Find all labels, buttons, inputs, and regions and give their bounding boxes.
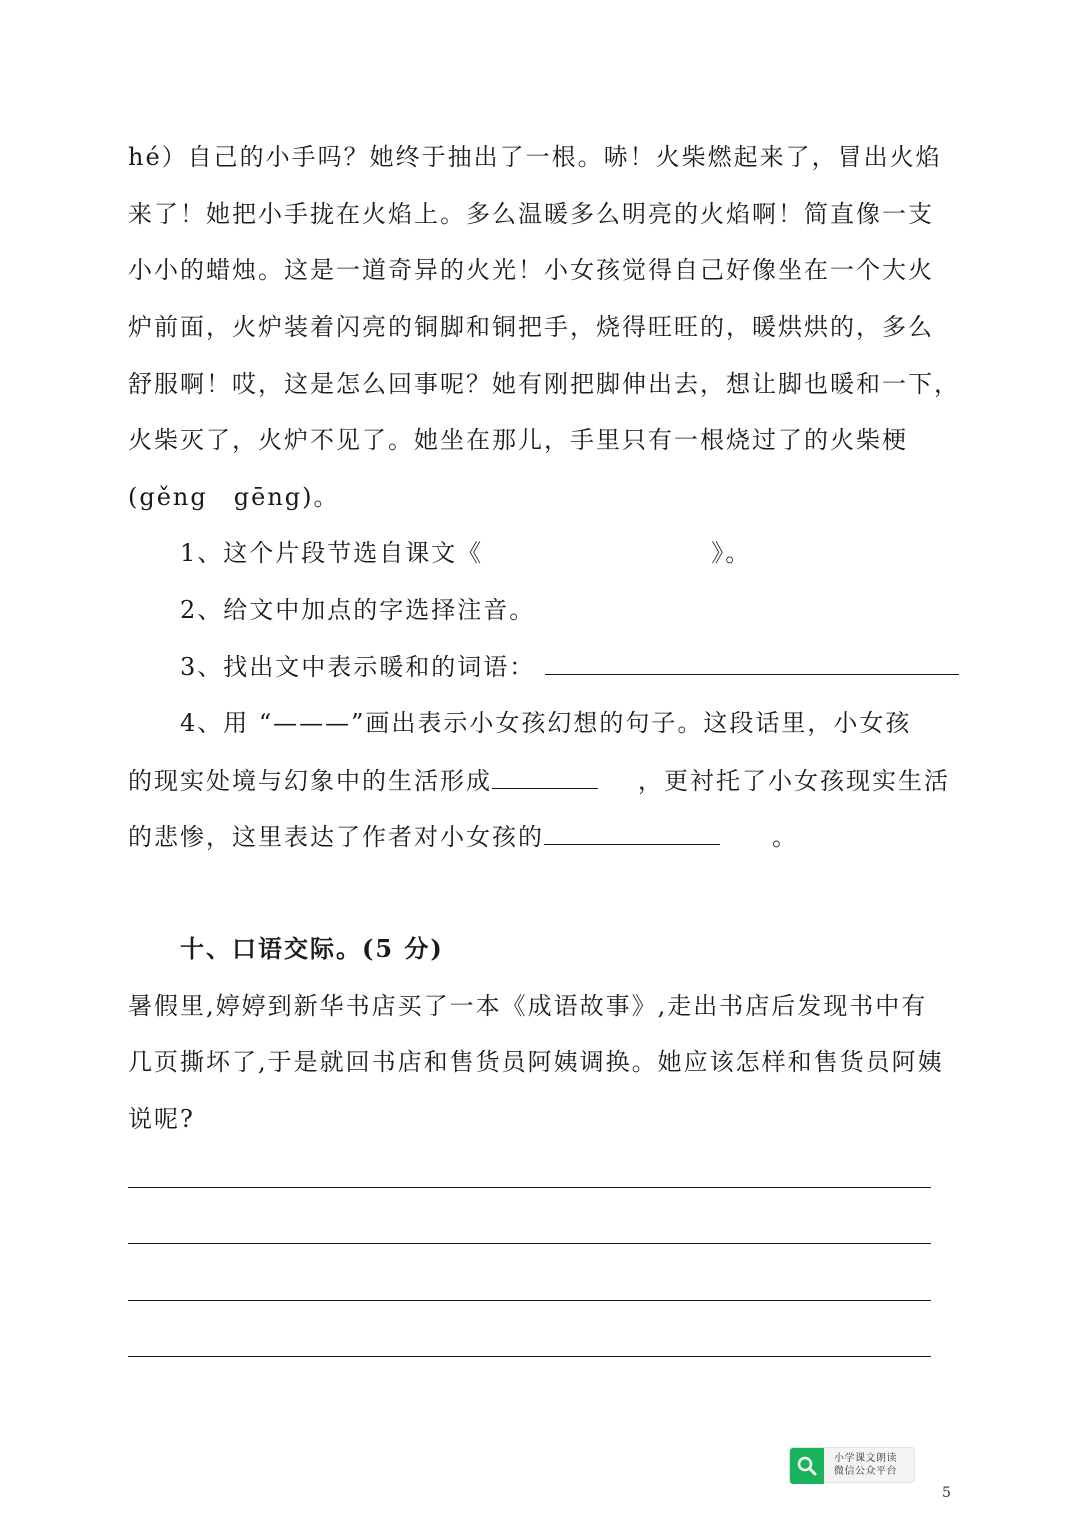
passage-line-6: 火柴灭了，火炉不见了。她坐在那儿，手里只有一根烧过了的火柴梗 (128, 426, 908, 454)
question-4-blank-2[interactable] (544, 820, 720, 845)
section-10-line-1: 暑假里,婷婷到新华书店买了一本《成语故事》,走出书店后发现书中有 (128, 992, 928, 1020)
answer-line-2[interactable] (128, 1243, 931, 1244)
answer-line-1[interactable] (128, 1187, 931, 1188)
section-10-line-2: 几页撕坏了,于是就回书店和售货员阿姨调换。她应该怎样和售货员阿姨 (128, 1048, 944, 1076)
question-4-line-2-text: 的现实处境与幻象中的生活形成 (128, 767, 492, 795)
section-10-heading: 十、口语交际。(5 分) (180, 934, 444, 963)
wechat-watermark (789, 1447, 915, 1483)
question-3-answer-blank[interactable] (545, 650, 959, 675)
watermark-line-1: 小学课文朗读 (834, 1453, 897, 1464)
passage-line-7: (gěng gēng)。 (128, 483, 340, 511)
answer-line-3[interactable] (128, 1300, 931, 1301)
question-2: 2、给文中加点的字选择注音。 (180, 596, 536, 624)
question-4-line-1: 4、用 “———”画出表示小女孩幻想的句子。这段话里，小女孩 (180, 709, 912, 737)
question-3 (180, 650, 959, 683)
question-4-blank-1[interactable] (492, 764, 598, 789)
question-4-line-3-end: 。 (772, 823, 798, 851)
question-3-text: 3、找出文中表示暖和的词语： (180, 653, 536, 681)
question-4-line-2-rest: ，更衬托了小女孩现实生活 (638, 767, 950, 795)
question-4-line-3-text: 的悲惨，这里表达了作者对小女孩的 (128, 823, 544, 851)
answer-line-4[interactable] (128, 1356, 931, 1357)
passage-line-1: hé）自己的小手吗？她终于抽出了一根。哧！火柴燃起来了，冒出火焰 (128, 143, 942, 171)
question-1 (180, 537, 751, 569)
passage-line-4: 炉前面，火炉装着闪亮的铜脚和铜把手，烧得旺旺的，暖烘烘的，多么 (128, 313, 934, 341)
question-4-line-3 (128, 820, 798, 853)
question-1-close: 》。 (711, 539, 752, 567)
passage-line-3: 小小的蜡烛。这是一道奇异的火光！小女孩觉得自己好像坐在一个大火 (128, 256, 934, 284)
section-10-line-3: 说呢? (128, 1105, 195, 1133)
question-1-text: 1、这个片段节选自课文《 (180, 539, 484, 567)
search-icon (790, 1448, 824, 1484)
passage-line-2: 来了！她把小手拢在火焰上。多么温暖多么明亮的火焰啊！简直像一支 (128, 200, 934, 228)
passage-line-5: 舒服啊！哎，这是怎么回事呢？她有刚把脚伸出去，想让脚也暖和一下， (128, 370, 960, 398)
page-number: 5 (942, 1485, 951, 1501)
watermark-line-2: 微信公众平台 (834, 1466, 897, 1477)
question-4-line-2 (128, 764, 950, 797)
